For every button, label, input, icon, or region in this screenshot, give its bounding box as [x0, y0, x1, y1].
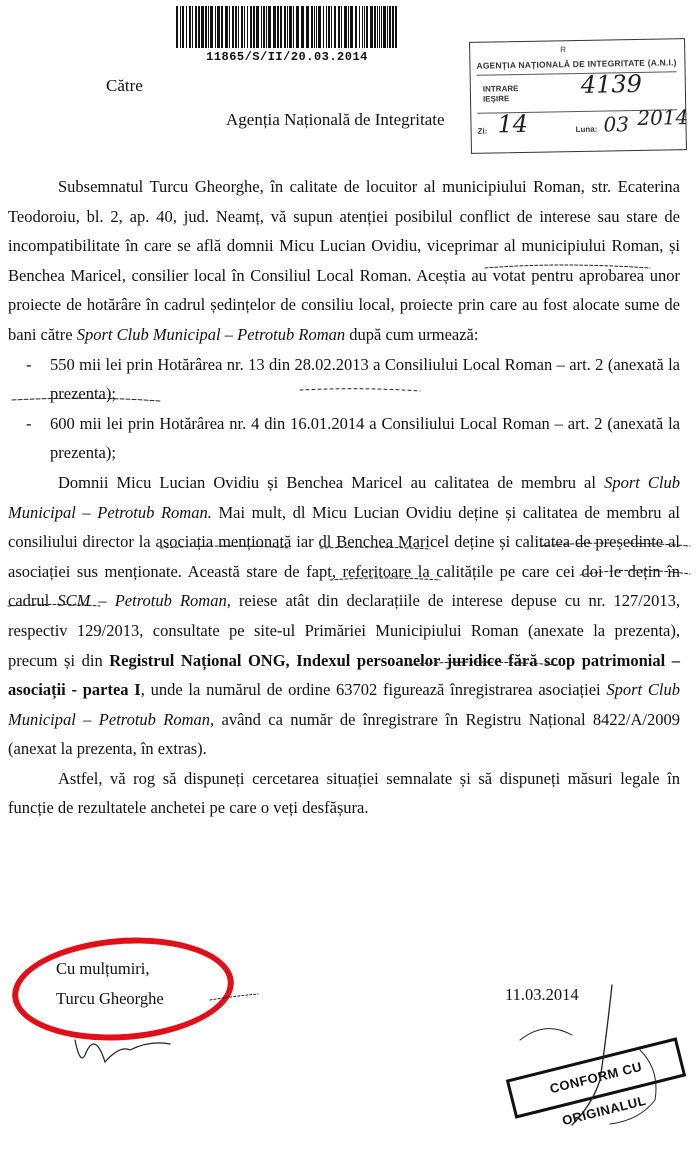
barcode-bar: [244, 6, 245, 48]
list-item: [8, 350, 680, 409]
barcode-bar: [192, 6, 193, 48]
conform-stamp: CONFORM CU ORIGINALUL: [506, 1037, 686, 1118]
letter-date: 11.03.2014: [505, 985, 579, 1004]
recipient-name: Agenția Națională de Integritate: [226, 110, 445, 129]
list-item-text: 600 mii lei prin Hotărârea nr. 4 din 16.01.2014 a Consiliului Local Roman – art. 2 (anexată la prezenta);: [50, 413, 680, 463]
paragraph-3: Astfel, vă rog să dispuneți cercetarea situației semnalate și să dispuneți măsuri legale în funcție de rezultatele anchetei pe care o veți desfășura.: [8, 768, 680, 818]
barcode-bar: [301, 6, 304, 48]
barcode-bar: [182, 6, 184, 48]
registry-name: Registrul Național ONG, Indexul persoanelor juridice fără scop patrimonial – asociații - partea I: [8, 650, 680, 700]
barcode-bar: [289, 6, 292, 48]
barcode-bar: [247, 6, 248, 48]
barcode-bar: [266, 6, 267, 48]
barcode-bar: [273, 6, 276, 48]
barcode-bar: [277, 6, 279, 48]
list-item: [8, 409, 680, 468]
barcode-bar: [268, 6, 271, 48]
paragraph-1: [8, 172, 680, 350]
stamp-top-text: R: [560, 45, 567, 55]
barcode-bar: [338, 6, 340, 48]
barcode-bar: [355, 6, 357, 48]
barcode-bar: [261, 6, 262, 48]
addressee-label: Către: [106, 76, 143, 95]
signature: [520, 1029, 572, 1040]
barcode-bar: [253, 6, 255, 48]
barcode-bar: [359, 6, 360, 48]
letter-body: [8, 172, 680, 823]
barcode-bar: [256, 6, 259, 48]
bullet-dash: -: [26, 354, 32, 374]
stamp-agency: AGENȚIA NAȚIONALĂ DE INTEGRITATE (A.N.I.): [476, 57, 677, 71]
barcode-bar: [316, 6, 317, 48]
barcode-bar: [374, 6, 376, 48]
registration-number: 11865/S/II/20.03.2014: [206, 50, 368, 64]
paragraph-text: după cum urmează:: [345, 324, 479, 344]
stamp-zi-label: Zi:: [477, 126, 488, 136]
stamp-iesire-label: IEȘIRE: [482, 94, 510, 104]
barcode-bar: [306, 6, 309, 48]
signatory-name: Turcu Gheorghe: [56, 989, 164, 1008]
barcode-bar: [334, 6, 336, 48]
stamp-handwritten-number: 4139: [580, 69, 643, 99]
barcode-bar: [296, 6, 299, 48]
club-name: Sport Club Municipal – Petrotub Roman,: [8, 680, 680, 729]
barcode-bar: [186, 6, 187, 48]
barcode-bar: [328, 6, 330, 48]
barcode-bar: [381, 6, 382, 48]
club-name: Sport Club Municipal – Petrotub Roman.: [8, 472, 680, 522]
barcode-bar: [235, 6, 237, 48]
bullet-dash: -: [26, 413, 32, 433]
barcode-bar: [377, 6, 378, 48]
barcode-bar: [198, 6, 200, 48]
barcode-bar: [225, 6, 228, 48]
barcode-bar: [241, 6, 243, 48]
barcode-bar: [379, 6, 380, 48]
barcode-bar: [176, 6, 178, 48]
registration-stamp: [469, 38, 687, 154]
barcode-bar: [350, 6, 353, 48]
barcode: [176, 6, 398, 48]
barcode-bar: [280, 6, 282, 48]
barcode-bar: [323, 6, 324, 48]
barcode-bar: [344, 6, 347, 48]
barcode-bar: [392, 6, 394, 48]
paragraph-text: Domnii Micu Lucian Ovidiu și Benchea Maricel au calitatea de membru al: [58, 472, 605, 492]
barcode-bar: [284, 6, 286, 48]
paragraph-text: Subsemnatul Turcu Gheorghe, în calitate de locuitor al municipiului Roman, str. Ecaterina Teodoroiu, bl. 2, ap. 40, jud. Neamț, vă supun atenției posibilul conflict de interese sau stare de incompatibilitate în care se află domnii Micu Lucian Ovidiu, viceprimar al municipiului Roman, și Benchea Maricel, consilier local în Consiliul Local Roman. Aceștia au votat pentru aprobarea unor proiecte de hotărâre în cadrul ședințelor de consiliu local, proiecte prin care au fost alocate sume de bani către: [8, 177, 680, 344]
barcode-bar: [208, 6, 209, 48]
barcode-bar: [341, 6, 342, 48]
stamp-luna-label: Luna:: [575, 124, 598, 135]
barcode-bar: [395, 6, 397, 48]
paragraph-text: Mai mult, dl Micu Lucian Ovidiu deține și calitatea de membru al consiliului director la asociația menționată iar dl Benchea Maricel deține și calitatea de președinte al asociației sus menționate. Această stare de fapt, referitoare la calitățile pe care cei doi le dețin în cadrul: [8, 502, 680, 611]
stamp-luna-value: 03: [603, 112, 630, 137]
barcode-bar: [366, 6, 368, 48]
barcode-bar: [314, 6, 315, 48]
barcode-bar: [364, 6, 365, 48]
barcode-bar: [348, 6, 349, 48]
barcode-bar: [215, 6, 216, 48]
barcode-bar: [232, 6, 234, 48]
barcode-bar: [229, 6, 230, 48]
barcode-bar: [217, 6, 220, 48]
paragraph-text: reiese atât din declarațiile de interese depuse cu nr. 127/2013, respectiv 129/2013, consultate pe site-ul Primăriei Municipiului Roman (anexate la prezenta), precum și din: [8, 591, 681, 670]
barcode-bar: [318, 6, 321, 48]
barcode-bar: [387, 6, 388, 48]
paragraph-text: având ca număr de înregistrare în Registru Național 8422/A/2009 (anexat la prezenta, în extras).: [8, 709, 680, 759]
barcode-bar: [210, 6, 213, 48]
club-name: SCM – Petrotub Roman,: [57, 591, 231, 611]
barcode-bar: [331, 6, 332, 48]
club-name: Sport Club Municipal – Petrotub Roman: [76, 324, 346, 344]
barcode-bar: [293, 6, 294, 48]
barcode-bar: [370, 6, 373, 48]
stamp-year-value: 2014: [637, 105, 689, 130]
barcode-bar: [389, 6, 391, 48]
barcode-bar: [238, 6, 239, 48]
signature: [75, 1040, 170, 1062]
barcode-bar: [201, 6, 204, 48]
paragraph-2: [8, 468, 680, 764]
list-item-text: 550 mii lei prin Hotărârea nr. 13 din 28.02.2013 a Consiliului Local Roman – art. 2 (anexată la prezenta);: [50, 354, 680, 404]
barcode-bar: [311, 6, 313, 48]
barcode-bar: [221, 6, 223, 48]
barcode-bar: [205, 6, 207, 48]
barcode-bar: [326, 6, 327, 48]
barcode-bar: [189, 6, 191, 48]
barcode-bar: [180, 6, 181, 48]
barcode-bar: [287, 6, 288, 48]
stamp-intrare-label: INTRARE: [482, 84, 519, 94]
barcode-bar: [195, 6, 197, 48]
highlight-circle: [9, 930, 238, 1047]
stamp-divider: [477, 71, 677, 75]
barcode-bar: [362, 6, 363, 48]
barcode-bar: [250, 6, 252, 48]
paragraph-text: , unde la numărul de ordine 63702 figurează înregistrarea asociației: [140, 680, 607, 700]
barcode-bar: [263, 6, 265, 48]
stamp-zi-value: 14: [497, 109, 529, 139]
barcode-bar: [383, 6, 386, 48]
closing-thanks: Cu mulțumiri,: [56, 959, 150, 978]
